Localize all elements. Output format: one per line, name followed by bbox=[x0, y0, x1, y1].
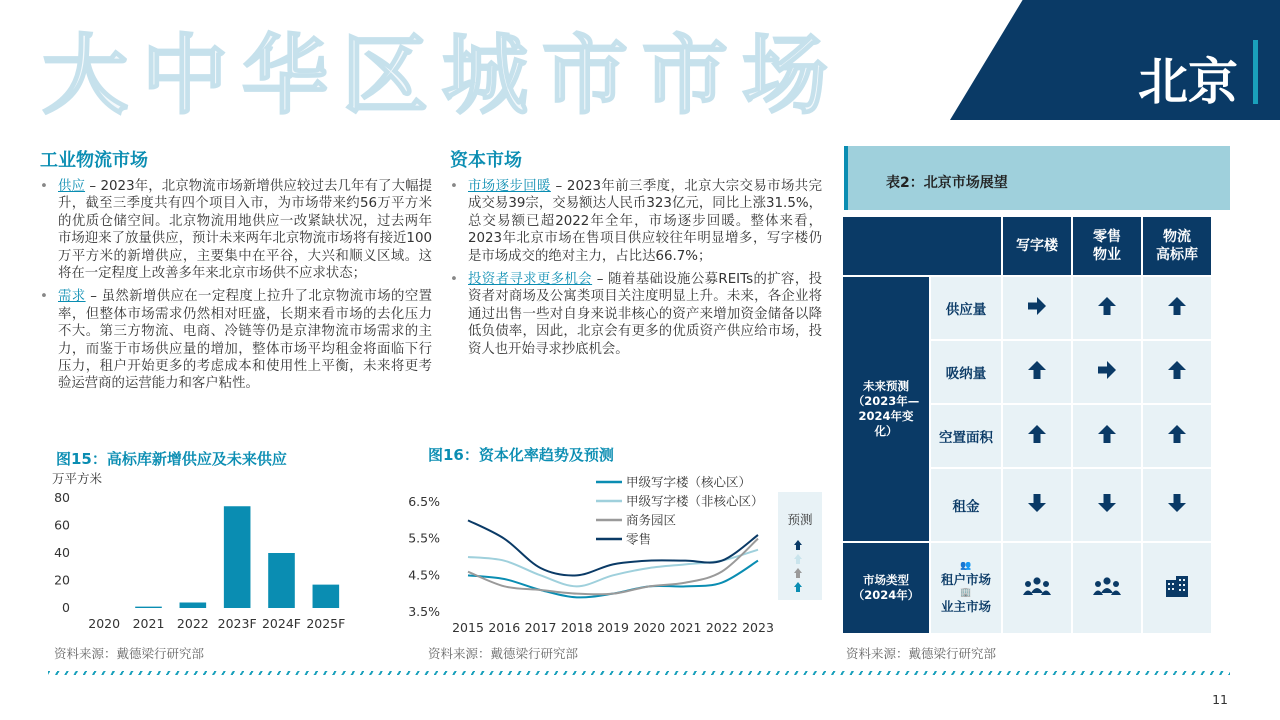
table-row-label: 吸纳量 bbox=[930, 340, 1002, 404]
table-value-cell bbox=[1002, 404, 1072, 468]
fig16-line-chart bbox=[400, 468, 826, 638]
series-line bbox=[468, 561, 758, 598]
table-column-header: 写字楼 bbox=[1002, 216, 1072, 276]
city-accent-bar bbox=[1253, 40, 1258, 104]
bar bbox=[135, 607, 162, 608]
market-type-legend-item bbox=[931, 588, 1001, 615]
logistics-bullet bbox=[40, 178, 432, 282]
down-arrow-icon bbox=[1166, 492, 1188, 514]
market-type-legend-label: 租户市场 bbox=[941, 572, 992, 587]
x-tick-label: 2022 bbox=[705, 620, 738, 635]
right-arrow-icon bbox=[1096, 359, 1118, 381]
bullet-keyword: 投资者寻求更多机会 bbox=[468, 272, 593, 288]
x-tick-label: 2022 bbox=[176, 616, 209, 631]
bar bbox=[313, 585, 340, 608]
y-tick-label: 6.5% bbox=[408, 494, 440, 509]
y-tick-label: 40 bbox=[54, 545, 70, 560]
x-tick-label: 2018 bbox=[560, 620, 593, 635]
capital-bullet bbox=[450, 271, 822, 358]
y-tick-label: 0 bbox=[62, 600, 70, 615]
y-tick-label: 80 bbox=[54, 490, 70, 505]
bullet-dot: • bbox=[40, 289, 48, 305]
table-row-label: 供应量 bbox=[930, 276, 1002, 340]
fig16-title: 图16：资本化率趋势及预测 bbox=[428, 446, 614, 464]
bullet-dot: • bbox=[450, 272, 458, 288]
up-arrow-icon bbox=[1166, 295, 1188, 317]
capital-section-title: 资本市场 bbox=[450, 150, 522, 171]
right-arrow-icon bbox=[1026, 295, 1048, 317]
logistics-bullet bbox=[40, 288, 432, 392]
x-tick-label: 2021 bbox=[669, 620, 702, 635]
bullet-keyword: 需求 bbox=[58, 289, 86, 305]
y-tick-label: 20 bbox=[54, 572, 70, 588]
table-source: 资料来源：戴德梁行研究部 bbox=[846, 646, 997, 661]
up-arrow-icon bbox=[1026, 423, 1048, 445]
forecast-label: 预测 bbox=[787, 512, 813, 527]
up-arrow-icon bbox=[1096, 423, 1118, 445]
market-outlook-table bbox=[842, 216, 1212, 634]
table-value-cell bbox=[1002, 340, 1072, 404]
up-arrow-icon bbox=[1096, 295, 1118, 317]
bullet-keyword: 市场逐步回暖 bbox=[468, 179, 551, 194]
y-tick-label: 3.5% bbox=[408, 604, 440, 619]
people-icon: 👥 bbox=[960, 561, 972, 571]
x-tick-label: 2019 bbox=[597, 620, 629, 635]
x-tick-label: 2015 bbox=[452, 620, 484, 635]
capital-bullet bbox=[450, 178, 822, 265]
y-tick-label: 4.5% bbox=[408, 567, 440, 583]
down-arrow-icon bbox=[1096, 492, 1118, 514]
table-group-type: 市场类型 （2024年） bbox=[842, 542, 930, 634]
x-tick-label: 2023F bbox=[217, 616, 257, 631]
y-tick-label: 5.5% bbox=[408, 530, 440, 546]
down-arrow-icon bbox=[1026, 492, 1048, 514]
table-value-cell bbox=[1002, 542, 1072, 634]
x-tick-label: 2020 bbox=[633, 620, 666, 635]
table-value-cell bbox=[1142, 468, 1212, 542]
bar bbox=[268, 553, 295, 608]
table-value-cell bbox=[1002, 468, 1072, 542]
footer-dashed-line bbox=[48, 671, 1230, 675]
table-corner bbox=[842, 216, 1002, 276]
table-value-cell bbox=[1072, 468, 1142, 542]
series-line bbox=[468, 520, 758, 575]
table-title-box bbox=[844, 146, 1230, 210]
bar bbox=[180, 603, 207, 609]
legend-label: 商务园区 bbox=[626, 512, 677, 528]
fig15-unit-label: 万平方米 bbox=[52, 471, 103, 486]
page-header bbox=[0, 0, 1280, 120]
legend-label: 零售 bbox=[626, 531, 652, 547]
table-column-header: 零售 物业 bbox=[1072, 216, 1142, 276]
header-background-title: 大中华区城市市场 bbox=[42, 26, 842, 120]
bullet-text: – 2023年前三季度，北京大宗交易市场共完成交易39宗，交易额达人民币323亿元，同比上涨31.5%，总交易额已超2022年全年，市场逐步回暖。整体来看，2023年北京市场在售项目供应较往年明显增多，写字楼仍是市场成交的绝对主力，占比达66.7%； bbox=[468, 179, 822, 264]
table-title: 表2：北京市场展望 bbox=[886, 175, 1008, 191]
capital-bullet-list bbox=[450, 178, 822, 364]
x-tick-label: 2017 bbox=[524, 620, 557, 635]
fig15-source: 资料来源：戴德梁行研究部 bbox=[54, 646, 205, 661]
page-number: 11 bbox=[1212, 692, 1228, 707]
table-value-cell bbox=[1142, 340, 1212, 404]
fig15-title: 图15：高标库新增供应及未来供应 bbox=[56, 450, 287, 468]
building-icon: 🏢 bbox=[960, 588, 972, 598]
logistics-section-title: 工业物流市场 bbox=[40, 150, 148, 171]
table-column-header: 物流 高标库 bbox=[1142, 216, 1212, 276]
bar bbox=[224, 506, 251, 608]
x-tick-label: 2023 bbox=[742, 620, 774, 635]
table-group-forecast: 未来预测 （2023年— 2024年变 化） bbox=[842, 276, 930, 542]
up-arrow-icon bbox=[1026, 359, 1048, 381]
table-value-cell bbox=[1142, 276, 1212, 340]
y-tick-label: 60 bbox=[54, 517, 70, 533]
table-row-label: 空置面积 bbox=[930, 404, 1002, 468]
bullet-text: – 随着基础设施公募REITs的扩容，投资者对商场及公寓类项目关注度明显上升。未来，各企业将通过出售一些对自身来说非核心的资产来增加资金储备以降低负债率，因此，北京会有更多的优质资产供应给市场，投资人也开始寻求抄底机会。 bbox=[468, 272, 823, 357]
legend-label: 甲级写字楼（核心区） bbox=[626, 474, 752, 490]
table-value-cell bbox=[1072, 340, 1142, 404]
city-title: 北京 bbox=[1138, 53, 1238, 111]
bullet-text: – 2023年，北京物流市场新增供应较过去几年有了大幅提升，截至三季度共有四个项目入市，为市场带来约56万平方米的优质仓储空间。北京物流用地供应一改紧缺状况，过去两年市场迎来了放量供应，预计未来两年北京物流市场将有接近100万平方米的新增供应，主要集中在平谷，大兴和顺义区域。这将在一定程度上改善多年来北京市场供不应求状态； bbox=[58, 179, 432, 282]
x-tick-label: 2021 bbox=[132, 616, 165, 631]
bullet-text: – 虽然新增供应在一定程度上拉升了北京物流市场的空置率，但整体市场需求仍然相对旺盛，长期来看市场的去化压力不大。第三方物流、电商、冷链等仍是京津物流市场需求的主力，而鉴于市场供应量的增加，整体市场平均租金将面临下行压力，租户开始更多的考虑成本和使用性上平衡，未来将更考验运营商的运营能力和客户粘性。 bbox=[58, 289, 432, 392]
people-icon bbox=[1022, 575, 1052, 597]
table-value-cell bbox=[1002, 276, 1072, 340]
building-icon bbox=[1164, 574, 1190, 598]
x-tick-label: 2025F bbox=[306, 616, 346, 631]
table-value-cell bbox=[1142, 404, 1212, 468]
table-value-cell bbox=[1072, 404, 1142, 468]
bullet-dot: • bbox=[450, 179, 458, 194]
up-arrow-icon bbox=[1166, 423, 1188, 445]
bullet-dot: • bbox=[40, 179, 48, 194]
table-row-label: 租金 bbox=[930, 468, 1002, 542]
x-tick-label: 2016 bbox=[488, 620, 521, 635]
legend-label: 甲级写字楼（非核心区） bbox=[626, 493, 764, 509]
market-type-legend-item bbox=[931, 561, 1001, 588]
people-icon bbox=[1092, 575, 1122, 597]
series-line bbox=[468, 539, 758, 595]
table-value-cell bbox=[1142, 542, 1212, 634]
market-type-legend-label: 业主市场 bbox=[941, 599, 992, 614]
bullet-keyword: 供应 bbox=[58, 179, 86, 194]
market-type-legend bbox=[930, 542, 1002, 634]
fig16-source: 资料来源：戴德梁行研究部 bbox=[428, 646, 579, 661]
up-arrow-icon bbox=[1166, 359, 1188, 381]
table-value-cell bbox=[1072, 276, 1142, 340]
logistics-bullet-list bbox=[40, 178, 432, 399]
fig15-bar-chart bbox=[40, 484, 360, 636]
table-value-cell bbox=[1072, 542, 1142, 634]
x-tick-label: 2020 bbox=[88, 616, 121, 631]
x-tick-label: 2024F bbox=[261, 616, 302, 631]
